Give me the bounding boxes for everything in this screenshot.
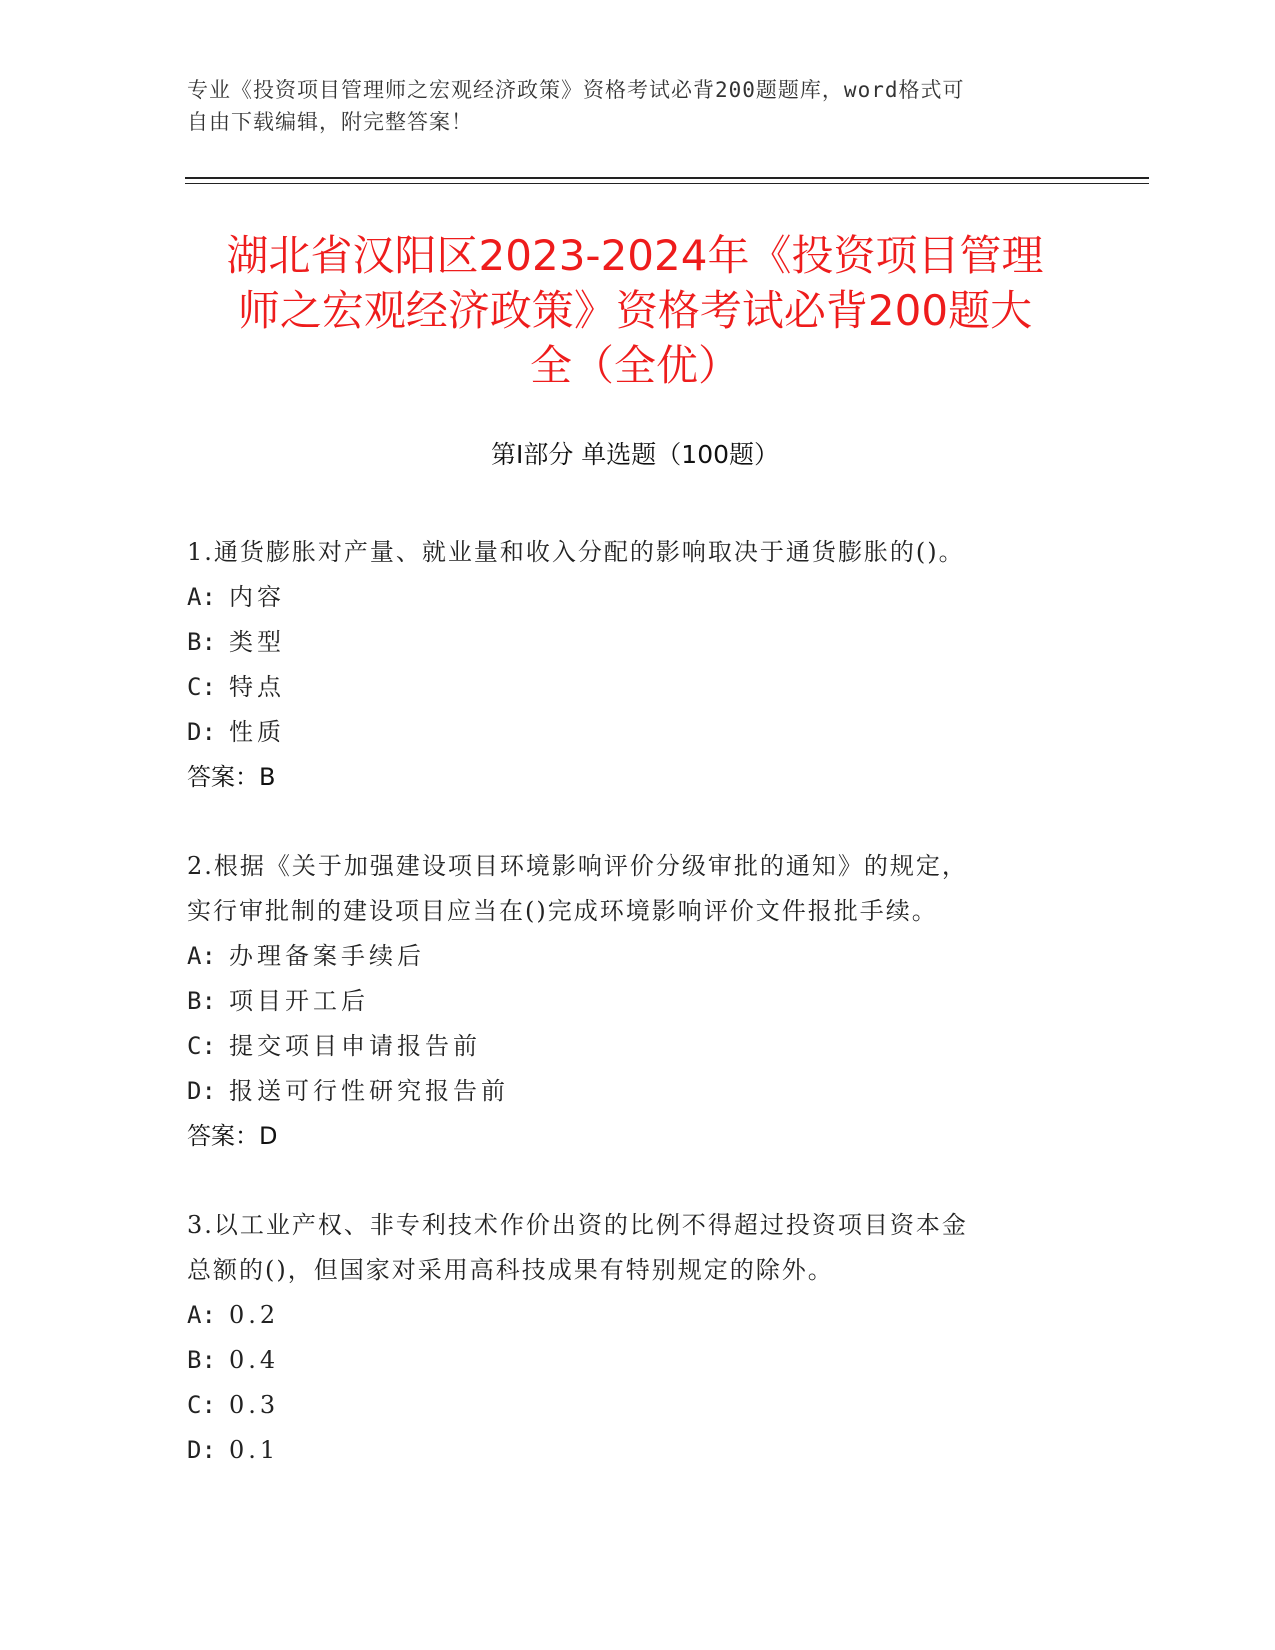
question-2 [187, 844, 1067, 1159]
option-text: 提交项目申请报告前 [229, 1032, 481, 1060]
header-note [187, 74, 1067, 138]
question-list [187, 530, 1067, 1517]
option-letter: C: [187, 1032, 216, 1060]
question-stem-line-2: 实行审批制的建设项目应当在()完成环境影响评价文件报批手续。 [187, 897, 938, 925]
document-title-line-3: 全（全优） [529, 341, 740, 390]
question-stem-line-2: 总额的()，但国家对采用高科技成果有特别规定的除外。 [187, 1256, 834, 1284]
option-letter: B: [187, 987, 216, 1015]
question-3 [187, 1203, 1067, 1473]
option-text: 性质 [229, 718, 285, 746]
option-letter: A: [187, 1301, 216, 1329]
option-a [187, 1293, 1067, 1338]
option-d [187, 1069, 1067, 1114]
document-title [185, 228, 1085, 393]
option-d [187, 1428, 1067, 1473]
option-letter: B: [187, 628, 216, 656]
header-divider-thick [185, 177, 1149, 179]
option-letter: D: [187, 1436, 216, 1464]
section-title: 第Ⅰ部分 单选题（100题） [490, 440, 780, 469]
option-letter: C: [187, 673, 216, 701]
question-stem-line-1: 3.以工业产权、非专利技术作价出资的比例不得超过投资项目资本金 [187, 1211, 968, 1239]
option-letter: D: [187, 1077, 216, 1105]
option-a [187, 934, 1067, 979]
answer: 答案：B [187, 763, 276, 791]
option-text: 办理备案手续后 [229, 942, 425, 970]
answer: 答案：D [187, 1122, 278, 1150]
option-c [187, 1383, 1067, 1428]
question-stem: 1.通货膨胀对产量、就业量和收入分配的影响取决于通货膨胀的()。 [187, 538, 965, 566]
option-text: 报送可行性研究报告前 [229, 1077, 509, 1105]
document-title-line-2: 师之宏观经济政策》资格考试必背200题大 [237, 286, 1033, 335]
option-b [187, 1338, 1067, 1383]
option-text: 0.2 [229, 1301, 280, 1329]
option-letter: D: [187, 718, 216, 746]
header-note-line-1: 专业《投资项目管理师之宏观经济政策》资格考试必背200题题库，word格式可 [187, 78, 965, 102]
option-text: 0.3 [229, 1391, 280, 1419]
header-note-line-2: 自由下载编辑，附完整答案！ [187, 110, 473, 134]
option-text: 项目开工后 [229, 987, 369, 1015]
option-text: 0.1 [229, 1436, 280, 1464]
option-b [187, 620, 1067, 665]
header-divider-thin [185, 183, 1149, 184]
option-text: 特点 [229, 673, 285, 701]
option-letter: A: [187, 942, 216, 970]
document-title-line-1: 湖北省汉阳区2023-2024年《投资项目管理 [226, 231, 1044, 280]
option-text: 内容 [229, 583, 285, 611]
option-a [187, 575, 1067, 620]
option-c [187, 665, 1067, 710]
option-text: 类型 [229, 628, 285, 656]
option-c [187, 1024, 1067, 1069]
option-text: 0.4 [229, 1346, 280, 1374]
option-letter: B: [187, 1346, 216, 1374]
option-b [187, 979, 1067, 1024]
question-1 [187, 530, 1067, 800]
option-letter: A: [187, 583, 216, 611]
option-letter: C: [187, 1391, 216, 1419]
option-d [187, 710, 1067, 755]
question-stem-line-1: 2.根据《关于加强建设项目环境影响评价分级审批的通知》的规定， [187, 852, 968, 880]
